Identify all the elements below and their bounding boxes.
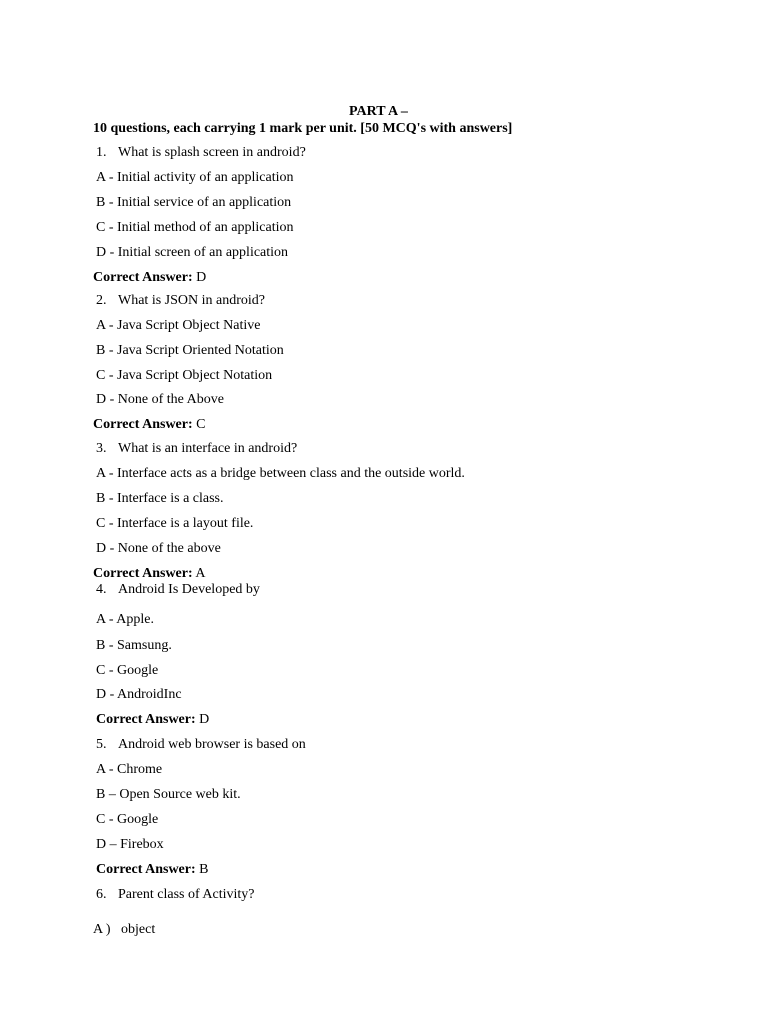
option-d: D – Firebox	[96, 837, 164, 852]
option-d: D - Initial screen of an application	[96, 245, 289, 260]
option-b: B - Initial service of an application	[96, 195, 292, 210]
correct-answer-value: D	[196, 270, 207, 285]
page-title: PART A –	[349, 104, 408, 119]
question-number: 6.	[96, 887, 107, 902]
correct-answer-value: C	[196, 417, 206, 432]
question-3	[96, 440, 297, 457]
correct-answer-label: Correct Answer:	[96, 712, 196, 727]
correct-answer-value: A	[195, 566, 206, 581]
question-text: What is splash screen in android?	[118, 145, 306, 160]
correct-answer	[93, 269, 206, 286]
question-number: 1.	[96, 145, 107, 160]
correct-answer-label: Correct Answer:	[96, 862, 196, 877]
question-number: 3.	[96, 441, 107, 456]
question-number: 5.	[96, 737, 107, 752]
option-c: C - Google	[96, 812, 159, 827]
question-1	[96, 144, 306, 161]
correct-answer-value: D	[199, 712, 210, 727]
option-c: C - Interface is a layout file.	[96, 516, 254, 531]
option-c: C - Google	[96, 663, 159, 678]
question-text: Parent class of Activity?	[118, 887, 255, 902]
question-2	[96, 292, 265, 309]
option-a: A - Apple.	[96, 612, 154, 627]
option-c: C - Initial method of an application	[96, 220, 294, 235]
option-a: A ) object	[93, 922, 156, 937]
correct-answer-label: Correct Answer:	[93, 270, 193, 285]
question-number: 4.	[96, 582, 107, 597]
question-text: Android Is Developed by	[118, 582, 260, 597]
correct-answer	[93, 565, 206, 582]
question-text: Android web browser is based on	[118, 737, 306, 752]
option-d: D - AndroidInc	[96, 687, 182, 702]
option-a: A - Java Script Object Native	[96, 318, 261, 333]
correct-answer	[96, 711, 209, 728]
question-number: 2.	[96, 293, 107, 308]
question-4	[96, 581, 260, 598]
question-text: What is JSON in android?	[118, 293, 265, 308]
page-subtitle: 10 questions, each carrying 1 mark per unit. [50 MCQ's with answers]	[93, 121, 513, 136]
option-a: A - Interface acts as a bridge between class and the outside world.	[96, 466, 465, 481]
option-b: B - Samsung.	[96, 638, 172, 653]
correct-answer-value: B	[199, 862, 209, 877]
option-a: A - Chrome	[96, 762, 163, 777]
correct-answer-label: Correct Answer:	[93, 566, 193, 581]
option-b: B - Interface is a class.	[96, 491, 224, 506]
correct-answer	[96, 861, 209, 878]
question-5	[96, 736, 306, 753]
option-c: C - Java Script Object Notation	[96, 368, 273, 383]
option-d: D - None of the above	[96, 541, 221, 556]
option-d: D - None of the Above	[96, 392, 224, 407]
question-6	[96, 886, 254, 903]
option-b: B - Java Script Oriented Notation	[96, 343, 284, 358]
correct-answer-label: Correct Answer:	[93, 417, 193, 432]
option-a: A - Initial activity of an application	[96, 170, 294, 185]
option-b: B – Open Source web kit.	[96, 787, 241, 802]
question-text: What is an interface in android?	[118, 441, 298, 456]
correct-answer	[93, 416, 206, 433]
